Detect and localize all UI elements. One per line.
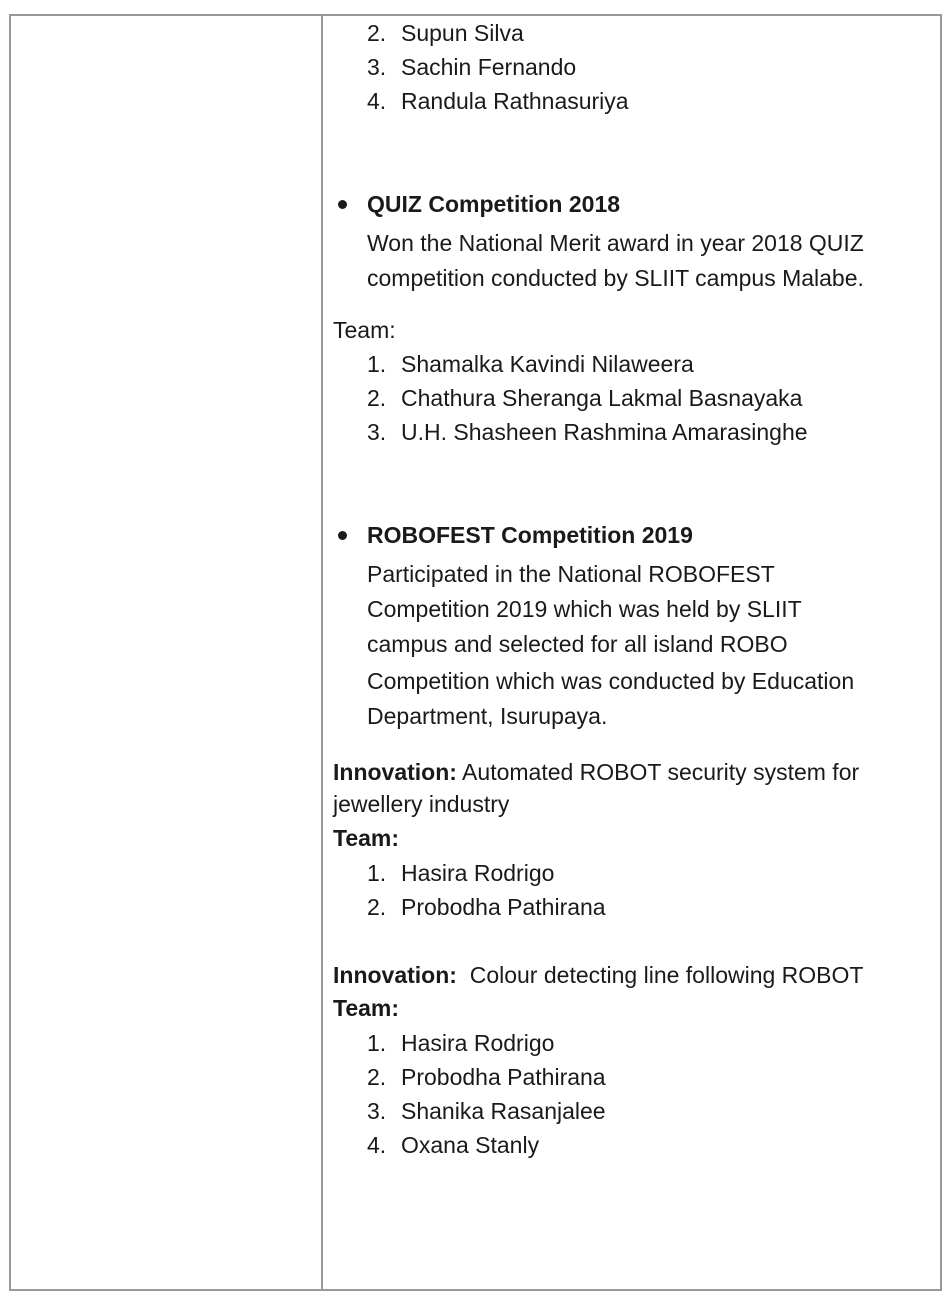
innovation-team-label: Team:: [333, 995, 400, 1021]
robofest-description-line: Participated in the National ROBOFEST: [367, 561, 775, 587]
list-item: 4. Oxana Stanly: [367, 1132, 540, 1158]
quiz-team-label: Team:: [333, 317, 396, 343]
quiz-title: QUIZ Competition 2018: [367, 191, 621, 217]
robofest-title: ROBOFEST Competition 2019: [367, 522, 693, 548]
list-item: 4. Randula Rathnasuriya: [367, 88, 629, 114]
innovation-text-continued: jewellery industry: [333, 791, 510, 817]
robofest-description-line: Department, Isurupaya.: [367, 703, 608, 729]
right-cell: [323, 16, 940, 1289]
innovation-line: [333, 958, 863, 992]
list-item: 2. Supun Silva: [367, 20, 524, 46]
list-item: 3. U.H. Shasheen Rashmina Amarasinghe: [367, 419, 808, 445]
list-item: 2. Probodha Pathirana: [367, 894, 606, 920]
innovation-label: Innovation:: [333, 962, 457, 988]
bullet-icon: [338, 531, 347, 540]
list-item: 1. Shamalka Kavindi Nilaweera: [367, 351, 694, 377]
list-item: 2. Probodha Pathirana: [367, 1064, 606, 1090]
list-item: 1. Hasira Rodrigo: [367, 860, 555, 886]
list-item: 2. Chathura Sheranga Lakmal Basnayaka: [367, 385, 803, 411]
innovation-line: [333, 755, 859, 789]
bullet-icon: [338, 200, 347, 209]
list-item: 3. Shanika Rasanjalee: [367, 1098, 606, 1124]
quiz-description-line: Won the National Merit award in year 2018 QUIZ: [367, 230, 864, 256]
list-item: 1. Hasira Rodrigo: [367, 1030, 555, 1056]
robofest-description-line: Competition 2019 which was held by SLIIT: [367, 596, 802, 622]
list-item: 3. Sachin Fernando: [367, 54, 577, 80]
left-cell: [11, 16, 321, 1289]
innovation-text: Automated ROBOT security system for: [456, 759, 860, 785]
innovation-label: Innovation:: [333, 759, 457, 785]
robofest-description-line: campus and selected for all island ROBO: [367, 631, 788, 657]
innovation-team-label: Team:: [333, 825, 400, 851]
innovation-text: Colour detecting line following ROBOT: [456, 962, 864, 988]
quiz-description-line: competition conducted by SLIIT campus Malabe.: [367, 265, 864, 291]
robofest-description-line: Competition which was conducted by Education: [367, 668, 855, 694]
